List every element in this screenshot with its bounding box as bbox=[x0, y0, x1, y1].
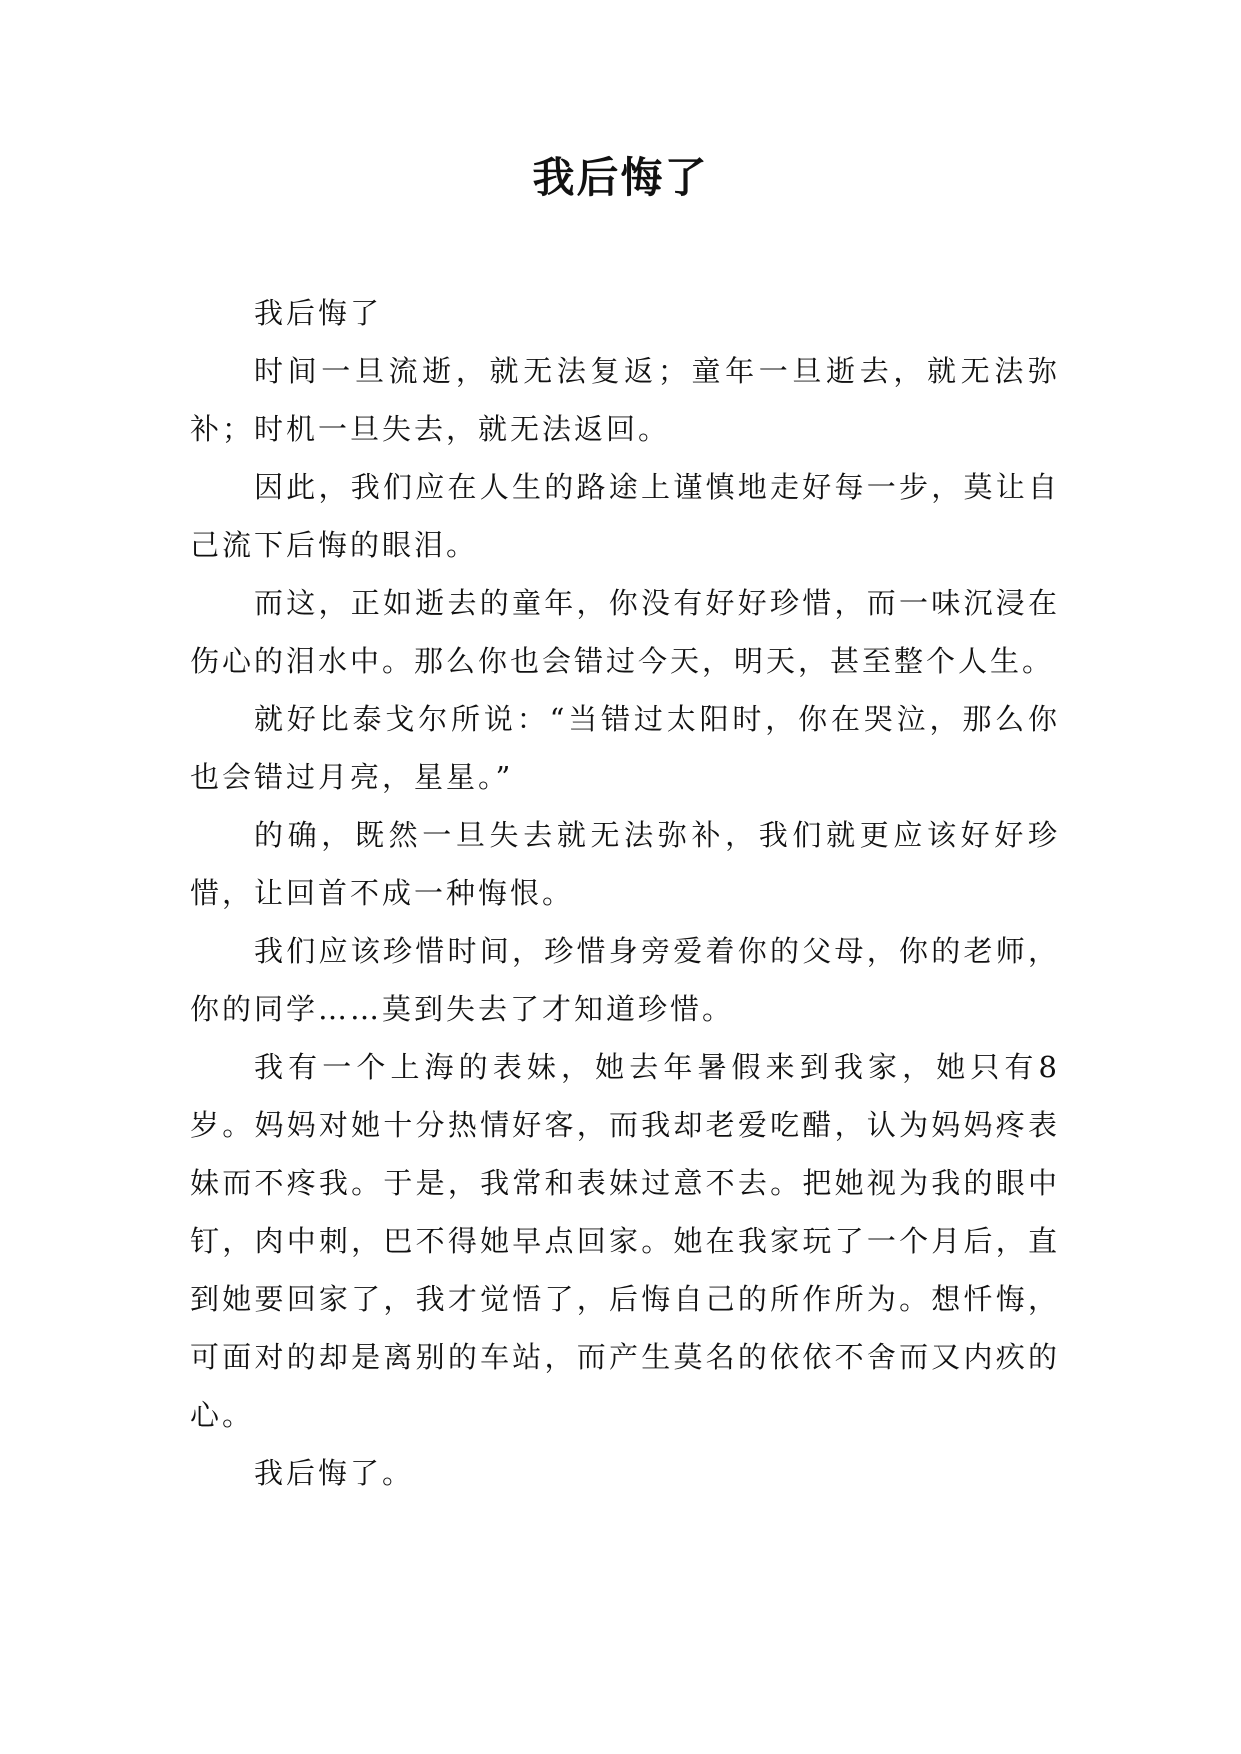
paragraph: 我后悔了 bbox=[254, 296, 383, 330]
paragraph: 而这，正如逝去的童年，你没有好好珍惜，而一味沉浸在伤心的泪水中。那么你也会错过今天，明天，甚至整个人生。 bbox=[190, 586, 1060, 678]
paragraph: 就好比泰戈尔所说：“当错过太阳时，你在哭泣，那么你也会错过月亮，星星。” bbox=[190, 702, 1060, 794]
document-body bbox=[190, 284, 1060, 1502]
paragraph: 我有一个上海的表妹，她去年暑假来到我家，她只有8岁。妈妈对她十分热情好客，而我却老爱吃醋，认为妈妈疼表妹而不疼我。于是，我常和表妹过意不去。把她视为我的眼中钉，肉中刺，巴不得她早点回家。她在我家玩了一个月后，直到她要回家了，我才觉悟了，后悔自己的所作所为。想忏悔，可面对的却是离别的车站，而产生莫名的依依不舍而又内疚的心。 bbox=[190, 1050, 1060, 1432]
paragraph: 我们应该珍惜时间，珍惜身旁爱着你的父母，你的老师，你的同学……莫到失去了才知道珍惜。 bbox=[190, 934, 1060, 1026]
paragraph: 因此，我们应在人生的路途上谨慎地走好每一步，莫让自己流下后悔的眼泪。 bbox=[190, 470, 1060, 562]
paragraph: 我后悔了。 bbox=[254, 1456, 415, 1490]
document-title: 我后悔了 bbox=[532, 153, 709, 202]
paragraph: 的确，既然一旦失去就无法弥补，我们就更应该好好珍惜，让回首不成一种悔恨。 bbox=[190, 818, 1060, 910]
paragraph: 时间一旦流逝，就无法复返；童年一旦逝去，就无法弥补；时机一旦失去，就无法返回。 bbox=[190, 354, 1060, 446]
